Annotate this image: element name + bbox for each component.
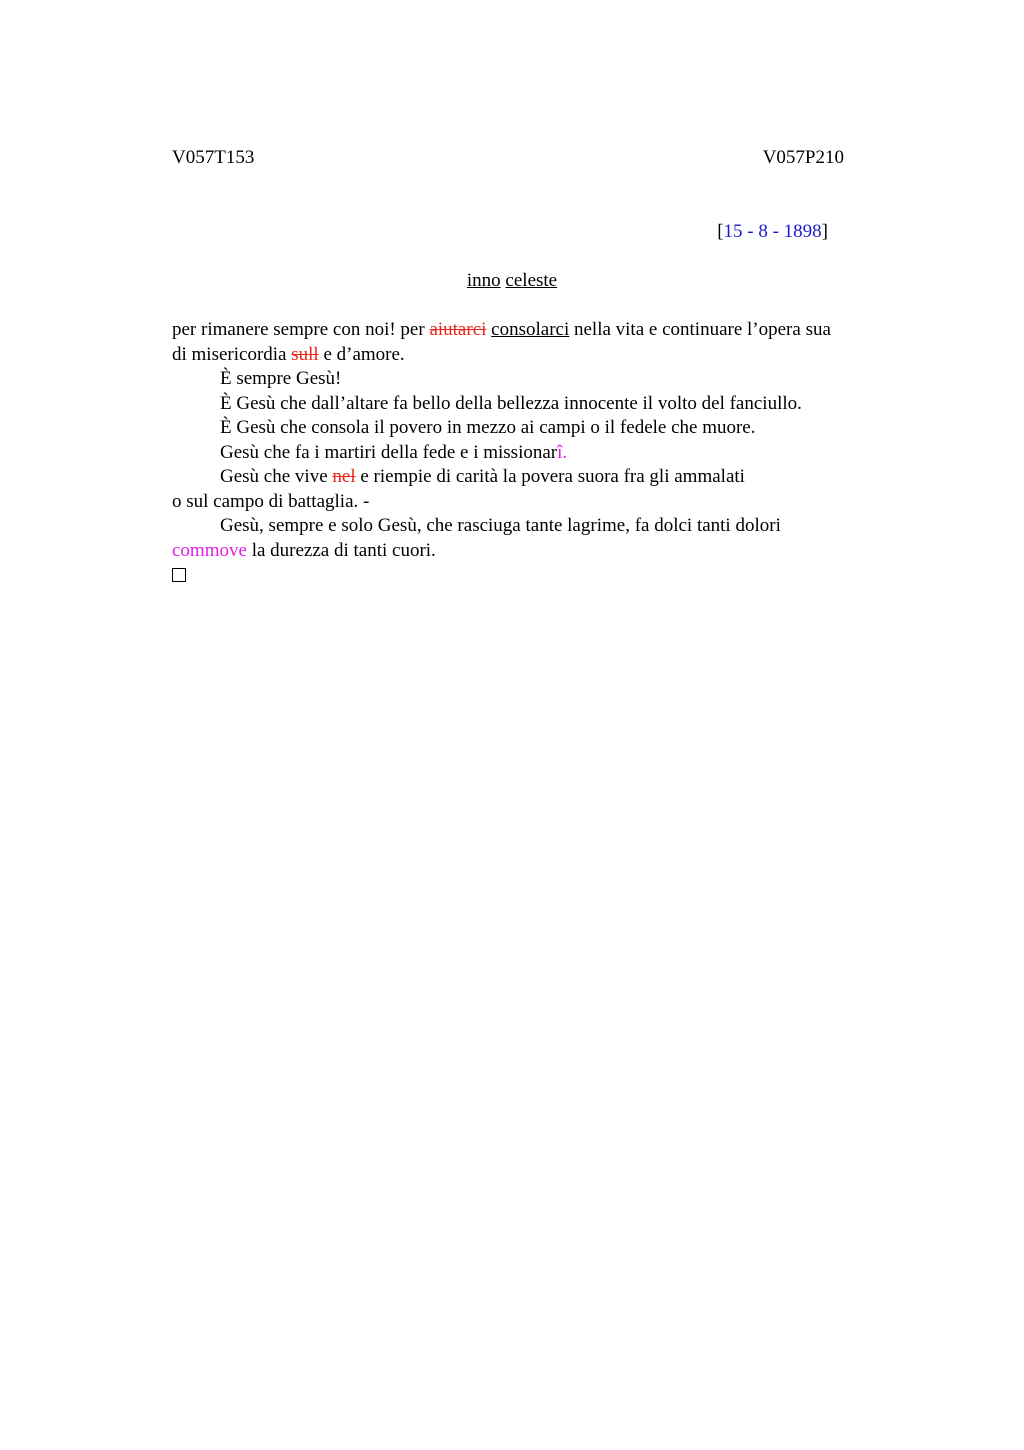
text-line-10 <box>172 539 902 564</box>
underlined-word: consolarci <box>491 319 570 340</box>
text-line-3: È sempre Gesù! <box>220 368 342 389</box>
text-line-5: È Gesù che consola il povero in mezzo ai campi o il fedele che muore. <box>220 417 756 438</box>
text-segment: Gesù che fa i martiri della fede e i missionar <box>220 441 558 463</box>
document-code-right: V057P210 <box>762 147 844 168</box>
text-segment: nella vita e continuare l’opera sua <box>569 319 831 340</box>
title-word-1: inno <box>466 270 501 291</box>
text-line-2 <box>172 343 902 368</box>
text-segment: . <box>562 441 568 463</box>
date-text: 15 - 8 - 1898 <box>723 221 822 242</box>
date-bracket-open: [ <box>717 221 724 242</box>
text-segment: e riempie di carità la povera suora fra gli ammalati <box>355 466 745 487</box>
inserted-word: commove <box>172 539 247 561</box>
document-code-left: V057T153 <box>172 147 255 168</box>
document-title <box>0 270 1024 292</box>
document-body <box>172 318 902 590</box>
date-bracket-close: ] <box>821 221 828 242</box>
end-box-icon <box>172 568 186 582</box>
text-segment: per rimanere sempre con noi! per <box>172 319 430 340</box>
deleted-word: sull <box>291 343 319 365</box>
deleted-word: aiutarci <box>429 319 487 340</box>
text-line-9: Gesù, sempre e solo Gesù, che rasciuga tante lagrime, fa dolci tanti dolori <box>220 515 781 536</box>
text-segment: e d’amore. <box>318 343 405 365</box>
text-line-6 <box>172 441 902 466</box>
text-segment: di misericordia <box>172 343 292 365</box>
text-line-8: o sul campo di battaglia. - <box>172 490 370 512</box>
document-date <box>717 221 828 243</box>
text-segment: Gesù che vive <box>220 466 333 487</box>
text-line-1 <box>172 318 902 343</box>
inserted-char: î <box>557 441 563 463</box>
deleted-word: nel <box>332 466 356 487</box>
text-segment: la durezza di tanti cuori. <box>246 539 436 561</box>
text-line-4: È Gesù che dall’altare fa bello della bellezza innocente il volto del fanciullo. <box>220 392 802 414</box>
end-marker-line <box>172 563 902 590</box>
text-line-7 <box>172 465 902 490</box>
title-word-2: celeste <box>505 270 558 291</box>
